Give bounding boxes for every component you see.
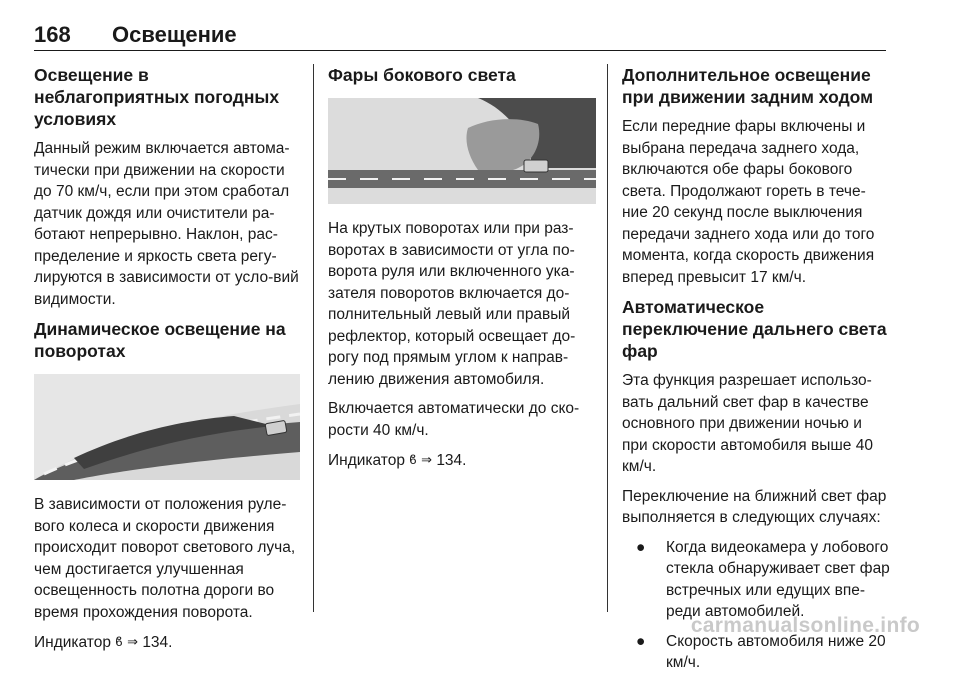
indicator-reference: Индикатор ϐ ⇒ 134.: [328, 449, 596, 472]
column-divider: [313, 64, 314, 612]
bullet-icon: ●: [636, 538, 646, 556]
column-1: [34, 64, 300, 662]
page-ref-icon[interactable]: ⇒: [127, 634, 138, 649]
auto-high-beam-conditions: Переключение на ближний свет фар выполняется в следующих случаях:: [622, 487, 887, 526]
column-2: [328, 64, 596, 480]
section-title-auto-high-beam: Автоматическое переключение дальнего света фар: [622, 297, 887, 361]
cornering-light-illustration: [34, 374, 300, 480]
section-title-cornering-lights: Фары бокового света: [328, 65, 516, 85]
bullet-icon: ●: [636, 632, 646, 650]
page-ref-icon[interactable]: ⇒: [421, 452, 432, 467]
list-item: ● Когда видеокамера у лобового стекла обнаруживает свет фар встречных или едущих впе-реди автомобилей.: [636, 538, 890, 620]
cornering-lights-text: На крутых поворотах или при раз-воротах в зависимости от угла по-ворота руля или включенного ука-зателя поворотов включается до-полнительный левый или правый рефлектор, который освещает до-рогу под прямым углом к направ-лению движения автомобиля.: [328, 220, 576, 388]
page-header: [34, 20, 886, 51]
watermark: carmanualsonline.info: [690, 614, 920, 637]
headlight-icon: ϐ: [409, 452, 417, 467]
section-title-reverse-lighting: Дополнительное освещение при движении задним ходом: [622, 65, 874, 107]
section-text-dynamic-cornering: В зависимости от положения руле-вого колеса и скорости движения происходит поворот светового луча, чем достигается улучшенная освещенность полотна дороги во время прохождения поворота.: [34, 496, 296, 621]
side-light-illustration: [328, 98, 596, 204]
column-divider: [607, 64, 608, 612]
page-title: Освещение: [112, 22, 237, 47]
column-3: [622, 64, 890, 682]
section-text-reverse-lighting: Если передние фары включены и выбрана передача заднего хода, включаются обе фары бокового света. Продолжают гореть в тече-ние 20 секунд после выключения передачи заднего хода или до того момента, когда скорость движения вперед превысит 17 км/ч.: [622, 118, 875, 286]
indicator-reference: Индикатор ϐ ⇒ 134.: [34, 631, 300, 654]
section-title-dynamic-cornering: Динамическое освещение на поворотах: [34, 319, 286, 361]
list-item: ● Скорость автомобиля ниже 20 км/ч.: [636, 632, 886, 671]
headlight-icon: ϐ: [115, 634, 123, 649]
conditions-list: [622, 537, 890, 674]
section-text-bad-weather: Данный режим включается автома-тически при движении на скорости до 70 км/ч, если при этом сработал датчик дождя или очистители ра-ботают непрерывно. Наклон, рас-пределение и яркость света регу-лируются в зависимости от усло-вий видимости.: [34, 140, 299, 308]
auto-high-beam-text: Эта функция разрешает использо-вать дальний свет фар в качестве основного при движении ночью и при скорости автомобиля выше 40 км/ч.: [622, 372, 873, 475]
page-number: 168: [34, 22, 71, 47]
section-title-bad-weather: Освещение в неблагоприятных погодных условиях: [34, 65, 280, 129]
cornering-lights-speed: Включается автоматически до ско-рости 40 км/ч.: [328, 400, 580, 439]
